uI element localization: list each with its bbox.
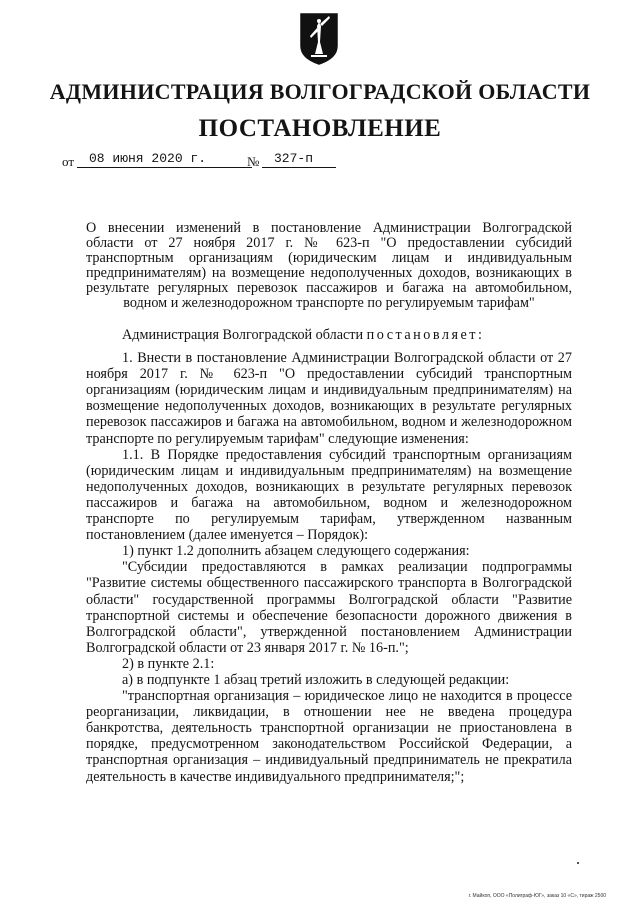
paragraph: 1) пункт 1.2 дополнить абзацем следующего содержания: [122,543,470,560]
document-body [86,327,572,785]
document-type: ПОСТАНОВЛЕНИЕ [198,115,442,142]
date-from-label: от [62,154,75,169]
paragraph: 1. Внести в постановление Администрации Волгоградской области от 27 ноября 2017 г. № 623-п "О предоставлении субсидий транспортным организациям (юридическим лицам и индивидуальным предпринимателям) на возмещение недополученных доходов, возникающих в результате регулярных перевозок пассажиров и багажа на автомобильном, водном и железнодорожном транспорте по регулируемым тарифам" следующие изменения: [86,350,572,447]
organization-name: АДМИНИСТРАЦИЯ ВОЛГОГРАДСКОЙ ОБЛАСТИ [49,79,591,104]
date-number-line [62,150,362,172]
print-imprint: г. Майкоп, ООО «Полиграф-ЮГ», заказ 10 «С», тираж 2500 [468,893,606,899]
paragraph: 2) в пункте 2.1: [122,655,215,672]
number-label: № [247,154,260,169]
paragraph: "Субсидии предоставляются в рамках реализации подпрограммы "Развитие системы общественного пассажирского транспорта в Волгоградской области" государственной программы Волгоградской области "Развитие транспортной системы и обеспечение безопасности дорожного движения в Волгоградской области", утвержденной постановлением Администрации Волгоградской области от 23 января 2017 г. № 16-п."; [86,559,572,656]
document-subject: О внесении изменений в постановление Администрации Волгоградской области от 27 ноября 2017 г. № 623-п "О предоставлении субсидий транспортным организациям (юридическим лицам и индивидуальным предпринимателям) на возмещение недополученных доходов, возникающих в результате регулярных перевозок пассажиров и багажа на автомобильном, водном и железнодорожном транспорте по регулируемым тарифам" [86,220,572,311]
date-value: 08 июня 2020 г. [77,150,252,168]
scan-dot [577,862,579,864]
paragraph: "транспортная организация – юридическое лицо не находится в процессе реорганизации, ликвидации, в отношении нее не введена процедура банкротства, деятельность транспортной организации не приостановлена в порядке, предусмотренном законодательством Российской Федерации, а транспортная организация – индивидуальный предприниматель не прекратила деятельность в качестве индивидуального предпринимателя;"; [86,688,572,785]
paragraph: а) в подпункте 1 абзац третий изложить в следующей редакции: [122,671,510,688]
preamble-action: постановляет: [366,327,485,343]
coat-of-arms-icon [299,12,339,66]
paragraph: 1.1. В Порядке предоставления субсидий транспортным организациям (юридическим лицам и индивидуальным предпринимателям) на возмещение недополученных доходов, возникающих в результате регулярных перевозок пассажиров и багажа на автомобильном, водном и железнодорожном транспорте по регулируемым тарифам, утвержденном названным постановлением (далее именуется – Порядок): [86,446,572,544]
number-value: 327-п [262,150,336,168]
preamble-text: Администрация Волгоградской области [122,327,364,343]
preamble [86,327,572,343]
